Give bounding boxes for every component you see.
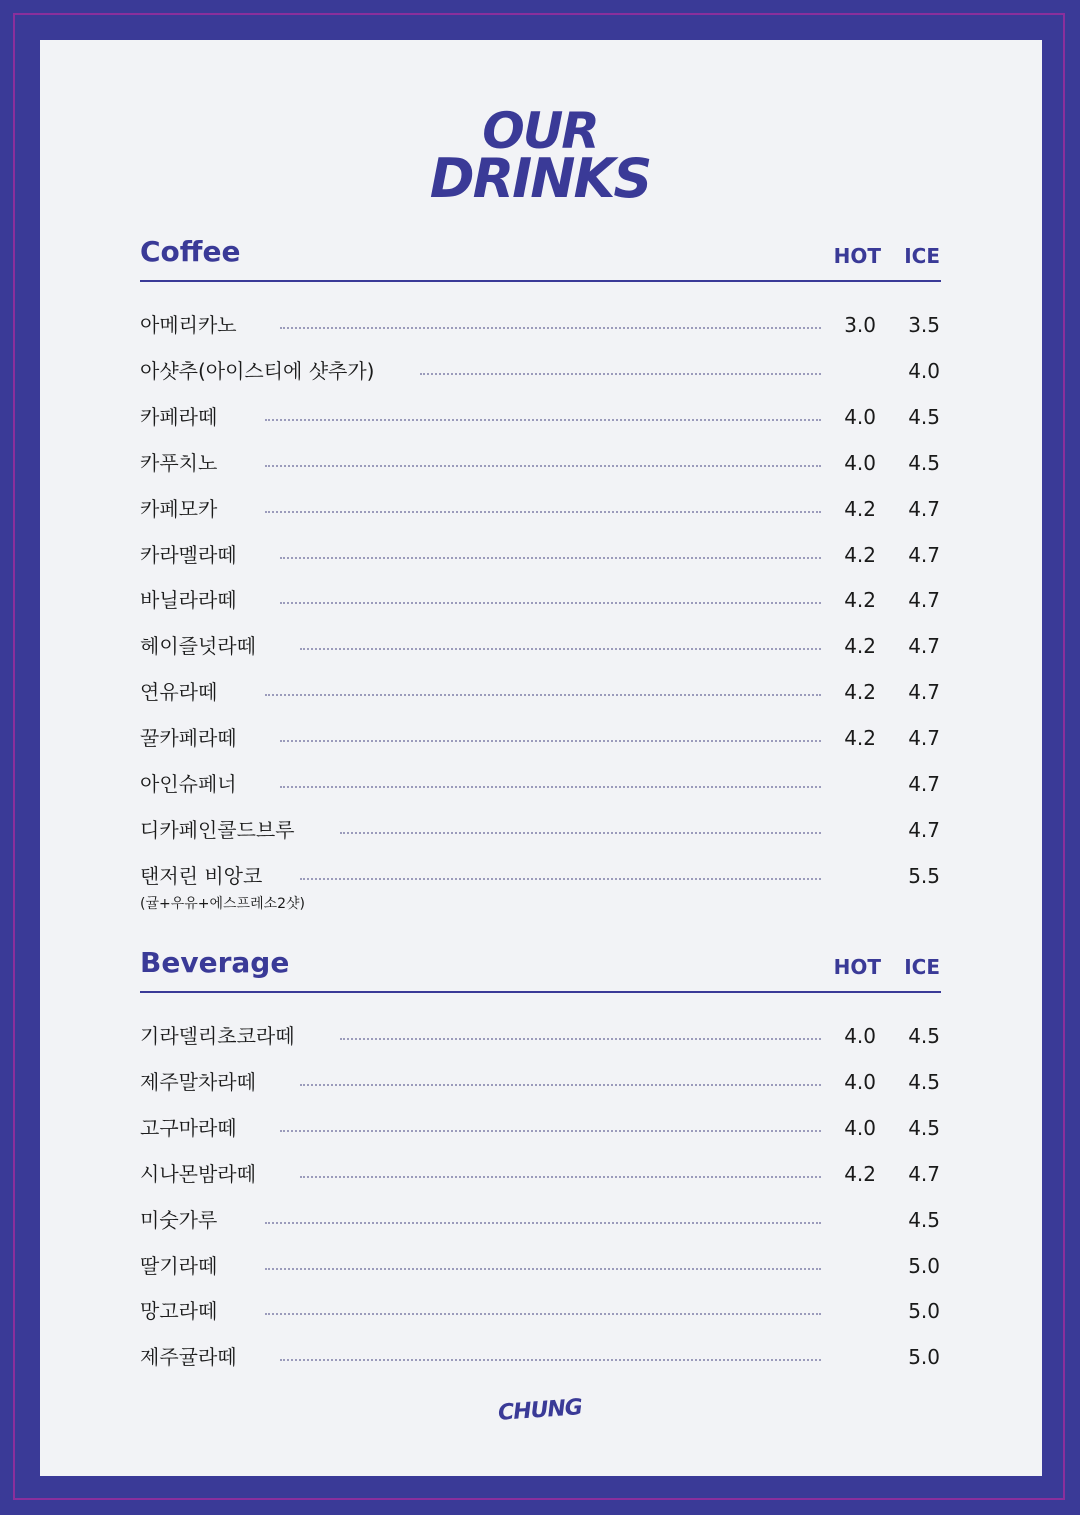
ice-price: 4.7	[908, 726, 940, 751]
item-name: 제주귤라떼	[140, 1345, 237, 1370]
ice-price: 5.0	[908, 1253, 940, 1278]
dotted-leader	[280, 740, 821, 742]
dotted-leader	[300, 1084, 821, 1086]
item-name: 바닐라라떼	[140, 588, 237, 613]
ice-price: 4.5	[908, 1115, 940, 1140]
menu-item-row	[140, 1161, 941, 1194]
hot-price: 4.2	[844, 496, 876, 521]
dotted-leader	[265, 419, 821, 421]
item-name: 카페라떼	[140, 404, 218, 429]
dotted-leader	[280, 602, 821, 604]
ice-price: 4.5	[908, 450, 940, 475]
item-note: (귤+우유+에스프레소2샷)	[140, 895, 306, 912]
ice-price: 5.0	[908, 1345, 940, 1370]
dotted-leader	[265, 694, 821, 696]
section-header-coffee	[140, 235, 941, 282]
ice-price: 4.5	[908, 1024, 940, 1048]
dotted-leader	[280, 786, 821, 788]
hot-price: 4.2	[844, 726, 876, 751]
hot-column-label: HOT	[833, 244, 881, 268]
menu-item-row	[140, 1069, 941, 1102]
ice-price: 4.7	[908, 542, 940, 567]
item-name: 헤이즐넛라떼	[140, 634, 256, 659]
dotted-leader	[340, 832, 821, 834]
hot-column-label: HOT	[833, 955, 881, 979]
ice-price: 4.5	[908, 1069, 940, 1094]
menu-item-row	[140, 542, 941, 575]
menu-item-row	[140, 1347, 941, 1377]
hot-price: 3.0	[844, 313, 876, 337]
ice-column-label: ICE	[904, 955, 940, 979]
dotted-leader	[280, 1359, 821, 1361]
dotted-leader	[300, 1176, 821, 1178]
ice-price: 4.7	[908, 634, 940, 659]
dotted-leader	[300, 878, 821, 880]
item-name: 망고라떼	[140, 1299, 218, 1324]
dotted-leader	[280, 557, 821, 559]
dotted-leader	[340, 1038, 821, 1040]
section-title: Coffee	[140, 235, 241, 268]
menu-item-row	[140, 774, 941, 804]
hot-price: 4.2	[844, 680, 876, 705]
menu-item-row	[140, 1026, 941, 1056]
menu-item-row	[140, 404, 941, 437]
menu-item-row	[140, 817, 941, 850]
dotted-leader	[265, 465, 821, 467]
item-name: 고구마라떼	[140, 1115, 237, 1140]
item-name: 아인슈페너	[140, 772, 237, 796]
dotted-leader	[265, 1222, 821, 1224]
item-name: 기라델리초코라떼	[140, 1024, 295, 1048]
item-name: 시나몬밤라떼	[140, 1161, 256, 1186]
hot-price: 4.0	[844, 404, 876, 429]
section-header-beverage	[140, 946, 941, 993]
hot-price: 4.0	[844, 1115, 876, 1140]
menu-item-row	[140, 315, 941, 345]
menu-item-row	[140, 728, 941, 758]
ice-price: 4.5	[908, 404, 940, 429]
dotted-leader	[280, 1130, 821, 1132]
menu-item-row	[140, 1207, 941, 1240]
ice-price: 5.5	[908, 863, 940, 888]
item-name: 카페모카	[140, 496, 218, 521]
ice-price: 4.5	[908, 1207, 940, 1232]
dotted-leader	[265, 1268, 821, 1270]
ice-price: 4.7	[908, 680, 940, 705]
item-name: 아샷추(아이스티에 샷추가)	[140, 358, 375, 383]
hot-price: 4.2	[844, 634, 876, 659]
title-line-1: OUR	[482, 102, 598, 160]
menu-item-row	[140, 1115, 941, 1148]
item-name: 카라멜라떼	[140, 542, 237, 567]
item-name: 카푸치노	[140, 450, 218, 475]
item-name: 제주말차라떼	[140, 1069, 256, 1094]
ice-price: 4.7	[908, 772, 940, 796]
ice-price: 4.7	[908, 817, 940, 842]
ice-price: 4.7	[908, 1161, 940, 1186]
menu-item-row	[140, 450, 941, 483]
title-line-2: DRINKS	[429, 147, 651, 210]
menu-item-row	[140, 358, 941, 391]
hot-price: 4.2	[844, 588, 876, 613]
dotted-leader	[300, 648, 821, 650]
menu-item-row	[140, 636, 941, 666]
menu-item-row	[140, 1253, 941, 1286]
dotted-leader	[265, 1313, 821, 1315]
item-name: 미숫가루	[140, 1207, 218, 1232]
hot-price: 4.0	[844, 1024, 876, 1048]
dotted-leader	[420, 373, 821, 375]
brand-logo: CHUNG	[497, 1395, 583, 1426]
item-name: 꿀카페라떼	[140, 726, 237, 751]
hot-price: 4.2	[844, 542, 876, 567]
hot-price: 4.2	[844, 1161, 876, 1186]
item-name: 탠저린 비앙코	[140, 863, 263, 888]
hot-price: 4.0	[844, 1069, 876, 1094]
ice-price: 3.5	[908, 313, 940, 337]
dotted-leader	[265, 511, 821, 513]
ice-price: 4.7	[908, 496, 940, 521]
menu-item-row	[140, 1301, 941, 1331]
section-title: Beverage	[140, 946, 290, 979]
menu-item-row	[140, 682, 941, 712]
ice-price: 4.0	[908, 358, 940, 383]
dotted-leader	[280, 327, 821, 329]
item-name: 디카페인콜드브루	[140, 817, 295, 842]
menu-item-row	[140, 590, 941, 620]
ice-price: 4.7	[908, 588, 940, 613]
item-name: 아메리카노	[140, 313, 237, 337]
menu-item-row	[140, 496, 941, 529]
ice-price: 5.0	[908, 1299, 940, 1324]
menu-item-row	[140, 863, 941, 912]
hot-price: 4.0	[844, 450, 876, 475]
ice-column-label: ICE	[904, 244, 940, 268]
item-name: 연유라떼	[140, 680, 218, 705]
item-name: 딸기라떼	[140, 1253, 218, 1278]
